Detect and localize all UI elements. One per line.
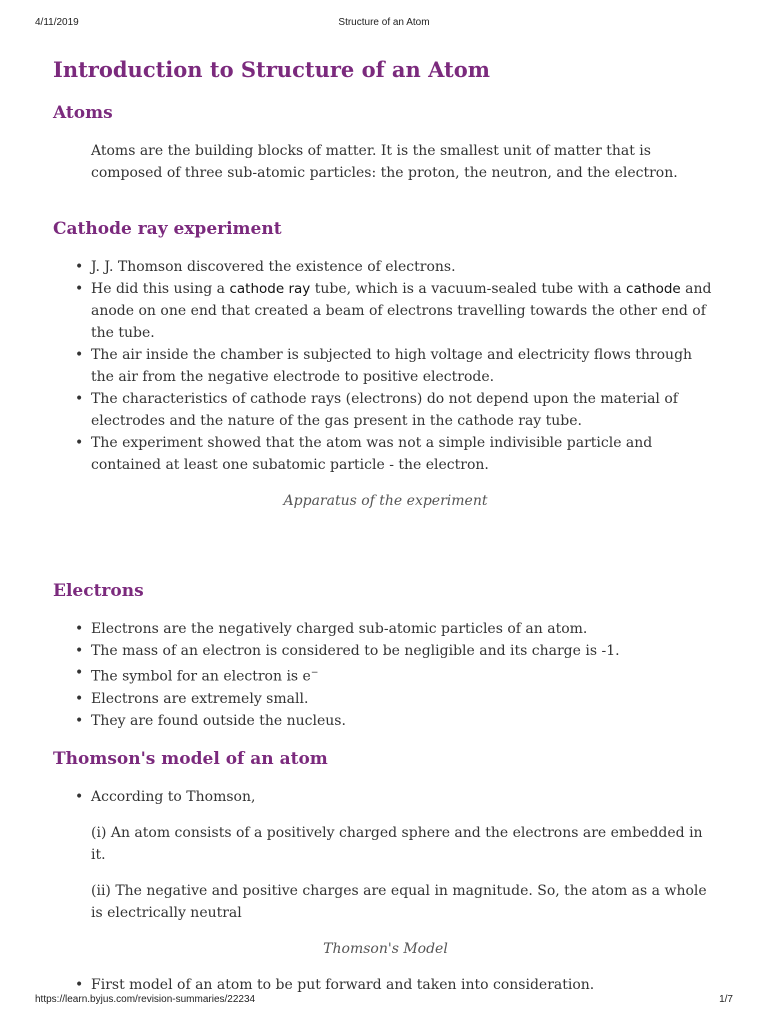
electrons-list <box>53 603 718 732</box>
list-item: • The characteristics of cathode rays (electrons) do not depend upon the material of electrodes and the nature of the gas present in the cathode ray tube. <box>91 388 718 432</box>
list-item <box>91 278 718 344</box>
list-item-text: According to Thomson, <box>91 789 256 805</box>
list-item: • First model of an atom to be put forward and taken into consideration. <box>91 974 718 996</box>
print-header <box>0 17 768 31</box>
list-item: • They are found outside the nucleus. <box>91 710 718 732</box>
print-date: 4/11/2019 <box>35 17 79 28</box>
article <box>53 50 718 996</box>
list-item: • The air inside the chamber is subjected to high voltage and electricity flows through the air from the negative electrode to positive electrode. <box>91 344 718 388</box>
section-atoms <box>53 93 718 217</box>
list-item-text: and anode on one end that created a beam of electrons travelling towards the other end of the tube. <box>91 281 712 341</box>
list-item-text: tube, which is a vacuum-sealed tube with a <box>310 281 627 297</box>
page-title: Introduction to Structure of an Atom <box>53 57 490 82</box>
list-item-text: He did this using a <box>91 281 230 297</box>
thomson-point-1: (i) An atom consists of a positively charged sphere and the electrons are embedded in it. <box>91 825 703 863</box>
page-number: 1/7 <box>719 994 733 1005</box>
print-title: Structure of an Atom <box>338 17 430 28</box>
thomson-list <box>53 771 718 924</box>
atoms-paragraph: Atoms are the building blocks of matter. It is the smallest unit of matter that is composed of three sub-atomic particles: the proton, the neutron, and the electron. <box>91 143 678 181</box>
term-cathode: cathode <box>626 281 681 297</box>
section-electrons <box>53 579 718 747</box>
list-item: • Electrons are the negatively charged sub-atomic particles of an atom. <box>91 618 718 640</box>
thomson-point-2: (ii) The negative and positive charges are equal in magnitude. So, the atom as a whole is electrically neutral <box>91 883 707 921</box>
section-heading-cathode-ray: Cathode ray experiment <box>53 219 282 239</box>
section-heading-electrons: Electrons <box>53 581 144 601</box>
thomson-list-2 <box>53 960 718 996</box>
list-item: • J. J. Thomson discovered the existence of electrons. <box>91 256 718 278</box>
section-cathode-ray <box>53 217 718 579</box>
figure-caption-thomson: Thomson's Model <box>323 941 448 957</box>
page-url: https://learn.byjus.com/revision-summaries/22234 <box>35 994 256 1005</box>
section-heading-atoms: Atoms <box>53 103 113 123</box>
list-item: • Electrons are extremely small. <box>91 688 718 710</box>
print-footer <box>0 994 768 1008</box>
electron-superscript: − <box>310 668 319 678</box>
section-thomson-model <box>53 747 718 996</box>
cathode-list <box>53 241 718 476</box>
list-item: • The experiment showed that the atom was not a simple indivisible particle and contained at least one subatomic particle - the electron. <box>91 432 718 476</box>
section-heading-thomson: Thomson's model of an atom <box>53 749 328 769</box>
list-item <box>91 662 718 688</box>
list-item: • The mass of an electron is considered to be negligible and its charge is -1. <box>91 640 718 662</box>
list-item-text: The symbol for an electron is e <box>91 668 311 685</box>
figure-caption-apparatus: Apparatus of the experiment <box>283 493 488 509</box>
term-cathode-ray: cathode ray <box>229 281 311 297</box>
list-item <box>91 786 718 924</box>
